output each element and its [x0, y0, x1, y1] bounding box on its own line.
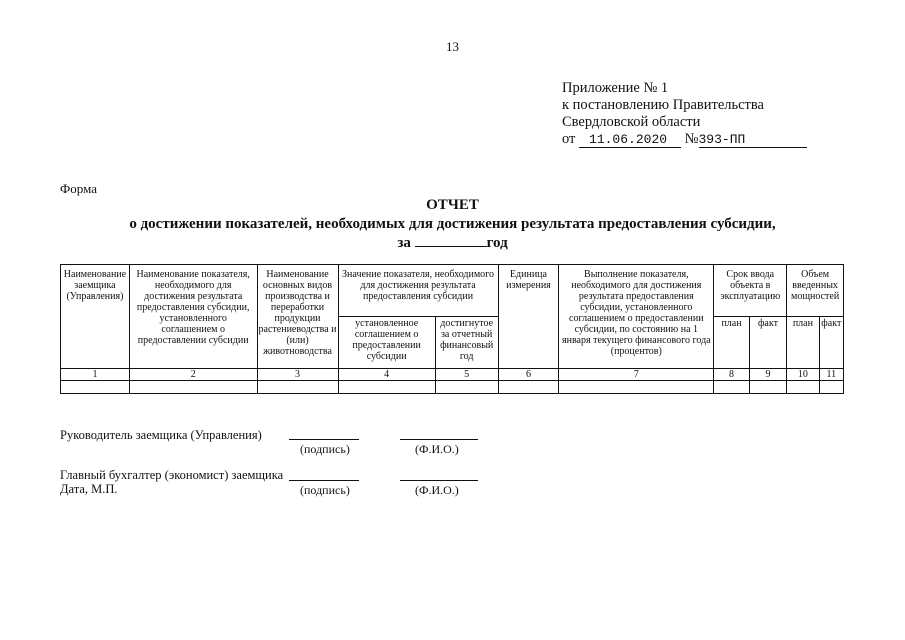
column-number: 10 [787, 369, 819, 381]
date-prefix: от [562, 131, 576, 147]
column-number: 9 [749, 369, 786, 381]
data-cell[interactable] [257, 381, 338, 394]
head-name-line[interactable] [400, 439, 478, 440]
appendix-line-2: к постановлению Правительства [562, 97, 764, 113]
header-commissioning-term: Срок ввода объекта в эксплуатацию [714, 265, 787, 317]
column-number: 1 [61, 369, 130, 381]
decree-number: 393-ПП [699, 133, 807, 148]
decree-date: 11.06.2020 [579, 133, 681, 148]
date-stamp-label: Дата, М.П. [60, 482, 118, 496]
accountant-signature-caption: (подпись) [300, 483, 350, 497]
appendix-line-1: Приложение № 1 [562, 80, 669, 96]
column-number: 7 [559, 369, 714, 381]
accountant-name-caption: (Ф.И.О.) [415, 483, 459, 497]
column-number: 11 [819, 369, 843, 381]
accountant-signature-line[interactable] [289, 480, 359, 481]
year-blank-field [415, 233, 487, 247]
data-cell[interactable] [435, 381, 498, 394]
header-term-fact: факт [749, 317, 786, 369]
column-number: 5 [435, 369, 498, 381]
head-signature-caption: (подпись) [300, 442, 350, 456]
column-number: 3 [257, 369, 338, 381]
header-capacity: Объем введенных мощностей [787, 265, 844, 317]
header-capacity-plan: план [787, 317, 819, 369]
accountant-name-line[interactable] [400, 480, 478, 481]
report-title: ОТЧЕТ [426, 197, 479, 213]
head-signature-line[interactable] [289, 439, 359, 440]
appendix-block [562, 80, 807, 148]
page-number: 13 [446, 39, 459, 54]
appendix-line-3: Свердловской области [562, 114, 701, 130]
data-cell[interactable] [338, 381, 435, 394]
empty-data-row [61, 381, 844, 394]
period-prefix: за [397, 235, 411, 251]
data-cell[interactable] [559, 381, 714, 394]
data-cell[interactable] [819, 381, 843, 394]
header-unit: Единица измерения [498, 265, 559, 369]
report-table [60, 264, 844, 394]
head-label: Руководитель заемщика (Управления) [60, 428, 262, 442]
data-cell[interactable] [129, 381, 257, 394]
report-subtitle: о достижении показателей, необходимых для достижения результата предоставления субсидии, [129, 216, 776, 232]
number-prefix: № [684, 131, 699, 147]
data-cell[interactable] [714, 381, 749, 394]
head-name-caption: (Ф.И.О.) [415, 442, 459, 456]
report-period [0, 233, 905, 252]
column-number: 8 [714, 369, 749, 381]
column-number: 6 [498, 369, 559, 381]
header-indicator-value: Значение показателя, необходимого для достижения результата предоставления субсидии [338, 265, 498, 317]
header-fulfillment: Выполнение показателя, необходимого для достижения результата предоставления субсидии, установленного соглашением о предоставлении субсидии, по состоянию на 1 января текущего финансового года (процентов) [559, 265, 714, 369]
header-production-types: Наименование основных видов производства и переработки продукции растениеводства и (или) животноводства [257, 265, 338, 369]
header-established: установленное соглашением о предоставлении субсидии [338, 317, 435, 369]
header-indicator: Наименование показателя, необходимого для достижения результата предоставления субсидии, установленного соглашением о предоставлении субсидии [129, 265, 257, 369]
header-capacity-fact: факт [819, 317, 843, 369]
period-suffix: год [486, 235, 508, 251]
data-cell[interactable] [749, 381, 786, 394]
header-borrower: Наименование заемщика (Управления) [61, 265, 130, 369]
data-cell[interactable] [498, 381, 559, 394]
accountant-label: Главный бухгалтер (экономист) заемщика [60, 468, 284, 482]
data-cell[interactable] [787, 381, 819, 394]
column-number: 4 [338, 369, 435, 381]
form-label: Форма [60, 181, 97, 196]
header-row-1 [61, 265, 844, 317]
column-number-row [61, 369, 844, 381]
header-term-plan: план [714, 317, 749, 369]
data-cell[interactable] [61, 381, 130, 394]
appendix-date-line [562, 131, 807, 148]
column-number: 2 [129, 369, 257, 381]
header-achieved: достигнутое за отчетный финансовый год [435, 317, 498, 369]
